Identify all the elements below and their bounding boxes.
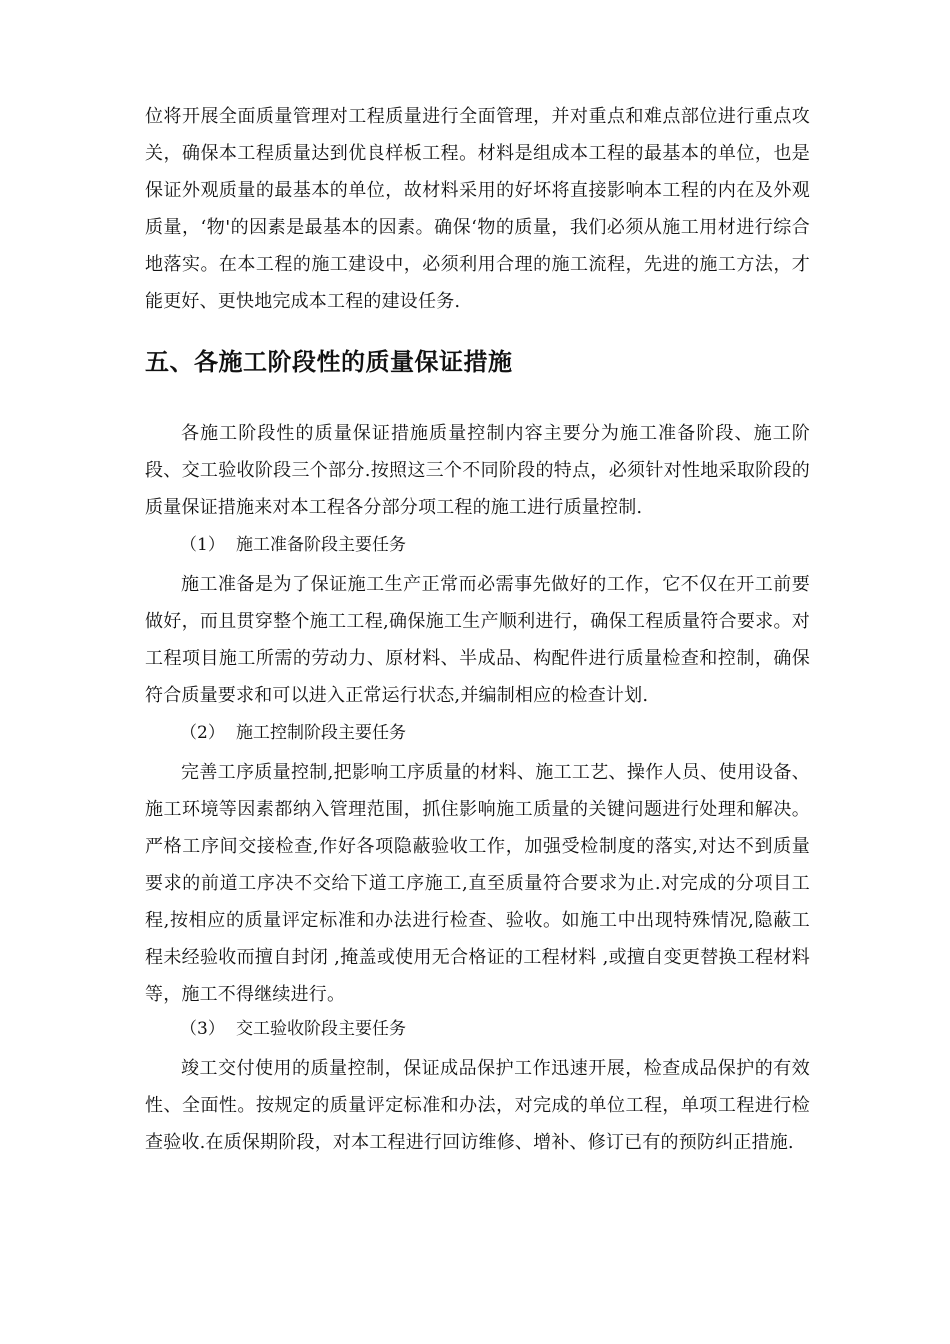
subsection-number: （2）	[180, 723, 225, 743]
subsection-title: 施工准备阶段主要任务	[236, 535, 406, 555]
subsection-title: 施工控制阶段主要任务	[236, 723, 406, 743]
subsection-heading-2	[180, 718, 800, 748]
subsection-number: （3）	[180, 1019, 225, 1039]
intro-paragraph: 位将开展全面质量管理对工程质量进行全面管理，并对重点和难点部位进行重点攻关，确保本工程质量达到优良样板工程。材料是组成本工程的最基本的单位，也是保证外观质量的最基本的单位，故材料采用的好坏将直接影响本工程的内在及外观质量，‘物'的因素是最基本的因素。确保‘物的质量，我们必须从施工用材进行综合地落实。在本工程的施工建设中，必须利用合理的施工流程，先进的施工方法，才能更好、更快地完成本工程的建设任务.	[145, 106, 810, 312]
subsection-heading-1	[180, 530, 800, 560]
section-heading: 五、各施工阶段性的质量保证措施	[145, 348, 513, 376]
subsection-heading-3	[180, 1014, 800, 1044]
subsection-body-3: 竣工交付使用的质量控制，保证成品保护工作迅速开展，检查成品保护的有效性、全面性。按规定的质量评定标准和办法，对完成的单位工程，单项工程进行检查验收.在质保期阶段，对本工程进行回访维修、增补、修订已有的预防纠正措施.	[145, 1058, 810, 1153]
subsection-body-2: 完善工序质量控制,把影响工序质量的材料、施工工艺、操作人员、使用设备、施工环境等因素都纳入管理范围，抓住影响施工质量的关键问题进行处理和解决。严格工序间交接检查,作好各项隐蔽验收工作，加强受检制度的落实,对达不到质量要求的前道工序决不交给下道工序施工,直至质量符合要求为止.对完成的分项目工程,按相应的质量评定标准和办法进行检查、验收。如施工中出现特殊情况,隐蔽工程未经验收而擅自封闭 ,掩盖或使用无合格证的工程材料 ,或擅自变更替换工程材料等，施工不得继续进行。	[145, 762, 810, 1005]
subsection-body-1: 施工准备是为了保证施工生产正常而必需事先做好的工作，它不仅在开工前要做好，而且贯穿整个施工工程,确保施工生产顺利进行，确保工程质量符合要求。对工程项目施工所需的劳动力、原材料、半成品、构配件进行质量检查和控制，确保符合质量要求和可以进入正常运行状态,并编制相应的检查计划.	[145, 574, 810, 706]
subsection-title: 交工验收阶段主要任务	[236, 1019, 406, 1039]
section-intro-paragraph: 各施工阶段性的质量保证措施质量控制内容主要分为施工准备阶段、施工阶段、交工验收阶段三个部分.按照这三个不同阶段的特点，必须针对性地采取阶段的质量保证措施来对本工程各分部分项工程的施工进行质量控制.	[145, 423, 810, 518]
subsection-number: （1）	[180, 535, 225, 555]
